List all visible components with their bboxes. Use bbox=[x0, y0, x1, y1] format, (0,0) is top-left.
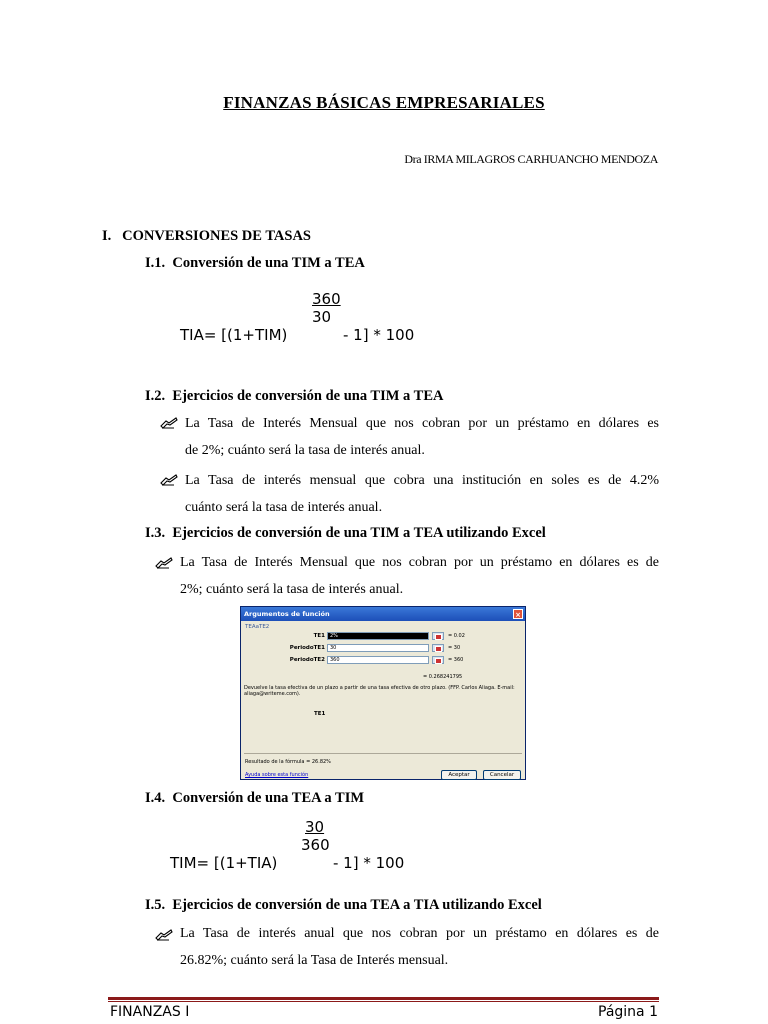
function-description: Devuelve la tasa efectiva de un plazo a partir de una tasa efectiva de otro plazo. (FFP. Carlos Aliaga. E-mail: aliaga@writeme.com). bbox=[244, 685, 515, 697]
function-name: TEAaTE2 bbox=[245, 624, 270, 630]
subsection-heading-1 bbox=[145, 255, 365, 272]
subsection-number: I.1. bbox=[145, 255, 166, 271]
collapse-dialog-icon[interactable] bbox=[432, 644, 444, 652]
exercise-item bbox=[185, 410, 659, 464]
hand-write-icon bbox=[160, 473, 178, 491]
section-number: I. bbox=[102, 228, 112, 244]
exercise-line: La Tasa de interés mensual que cobra una institución en soles es de 4.2% bbox=[185, 473, 659, 488]
section-heading bbox=[102, 228, 311, 245]
cancel-button[interactable]: Cancelar bbox=[483, 770, 521, 780]
arg-result: = 360 bbox=[448, 657, 464, 663]
subsection-title: Ejercicios de conversión de una TIM a TEA utilizando Excel bbox=[172, 525, 546, 541]
arg-label-periodote1: PeriodoTE1 bbox=[289, 645, 325, 651]
formula2-numerator: 30 bbox=[305, 818, 325, 836]
subsection-title: Conversión de una TEA a TIM bbox=[172, 790, 365, 806]
subsection-number: I.4. bbox=[145, 790, 166, 806]
subsection-heading-3 bbox=[145, 525, 546, 542]
arg-label-te1: TE1 bbox=[313, 633, 325, 639]
subsection-heading-5 bbox=[145, 897, 542, 914]
section-title: CONVERSIONES DE TASAS bbox=[122, 228, 311, 244]
footer-rule bbox=[108, 997, 659, 1000]
subsection-heading-2 bbox=[145, 388, 444, 405]
subsection-title: Ejercicios de conversión de una TEA a TIA utilizando Excel bbox=[172, 897, 542, 913]
footer-page-number: Página 1 bbox=[598, 1004, 658, 1020]
exercise-line: 26.82%; cuánto será la Tasa de Interés mensual. bbox=[180, 953, 449, 968]
footer-rule bbox=[108, 1001, 659, 1002]
subsection-number: I.5. bbox=[145, 897, 166, 913]
collapse-dialog-icon[interactable] bbox=[432, 632, 444, 640]
formula1-numerator: 360 bbox=[312, 290, 341, 308]
subsection-number: I.2. bbox=[145, 388, 166, 404]
exercise-line: La Tasa de Interés Mensual que nos cobran por un préstamo en dólares es bbox=[185, 416, 659, 431]
subsection-heading-4 bbox=[145, 790, 364, 807]
arg-input-periodote1[interactable]: 30 bbox=[327, 644, 429, 652]
function-total: = 0.268241795 bbox=[423, 674, 463, 680]
formula-result: Resultado de la fórmula = 26.82% bbox=[245, 759, 331, 765]
formula2-right: - 1] * 100 bbox=[333, 854, 405, 872]
formula2-left: TIM= [(1+TIA) bbox=[170, 854, 278, 872]
dialog-title: Argumentos de función bbox=[244, 610, 330, 618]
dialog-titlebar bbox=[241, 607, 525, 621]
arg-input-periodote2[interactable]: 360 bbox=[327, 656, 429, 664]
formula1-right: - 1] * 100 bbox=[343, 326, 415, 344]
exercise-line: de 2%; cuánto será la tasa de interés anual. bbox=[185, 443, 425, 458]
exercise-line: La Tasa de Interés Mensual que nos cobran por un préstamo en dólares es de bbox=[180, 555, 659, 570]
accept-button[interactable]: Aceptar bbox=[441, 770, 477, 780]
subsection-title: Conversión de una TIM a TEA bbox=[172, 255, 365, 271]
exercise-line: La Tasa de interés anual que nos cobran por un préstamo en dólares es de bbox=[180, 926, 659, 941]
exercise-line: cuánto será la tasa de interés anual. bbox=[185, 500, 383, 515]
arg-label-periodote2: PeriodoTE2 bbox=[289, 657, 325, 663]
formula1-denominator: 30 bbox=[312, 308, 332, 326]
author-name: Dra IRMA MILAGROS CARHUANCHO MENDOZA bbox=[404, 152, 658, 166]
subsection-number: I.3. bbox=[145, 525, 166, 541]
collapse-dialog-icon[interactable] bbox=[432, 656, 444, 664]
footer-course: FINANZAS I bbox=[110, 1004, 190, 1020]
document-title: FINANZAS BÁSICAS EMPRESARIALES bbox=[223, 93, 545, 112]
exercise-line: 2%; cuánto será la tasa de interés anual. bbox=[180, 582, 404, 597]
help-link[interactable]: Ayuda sobre esta función bbox=[245, 772, 309, 778]
exercise-item bbox=[185, 467, 659, 521]
exercise-item bbox=[180, 920, 659, 974]
hand-write-icon bbox=[155, 928, 173, 946]
arg-result: = 0.02 bbox=[448, 633, 465, 639]
arg-help-name: TE1 bbox=[314, 711, 326, 717]
excel-function-dialog bbox=[240, 606, 526, 780]
arg-input-te1[interactable]: 2% bbox=[327, 632, 429, 640]
formula2-denominator: 360 bbox=[301, 836, 330, 854]
arg-result: = 30 bbox=[448, 645, 461, 651]
formula1-left: TIA= [(1+TIM) bbox=[180, 326, 288, 344]
dialog-separator bbox=[244, 753, 522, 754]
exercise-item bbox=[180, 549, 659, 603]
hand-write-icon bbox=[155, 556, 173, 574]
subsection-title: Ejercicios de conversión de una TIM a TEA bbox=[172, 388, 444, 404]
hand-write-icon bbox=[160, 416, 178, 434]
close-icon[interactable]: × bbox=[513, 609, 523, 619]
